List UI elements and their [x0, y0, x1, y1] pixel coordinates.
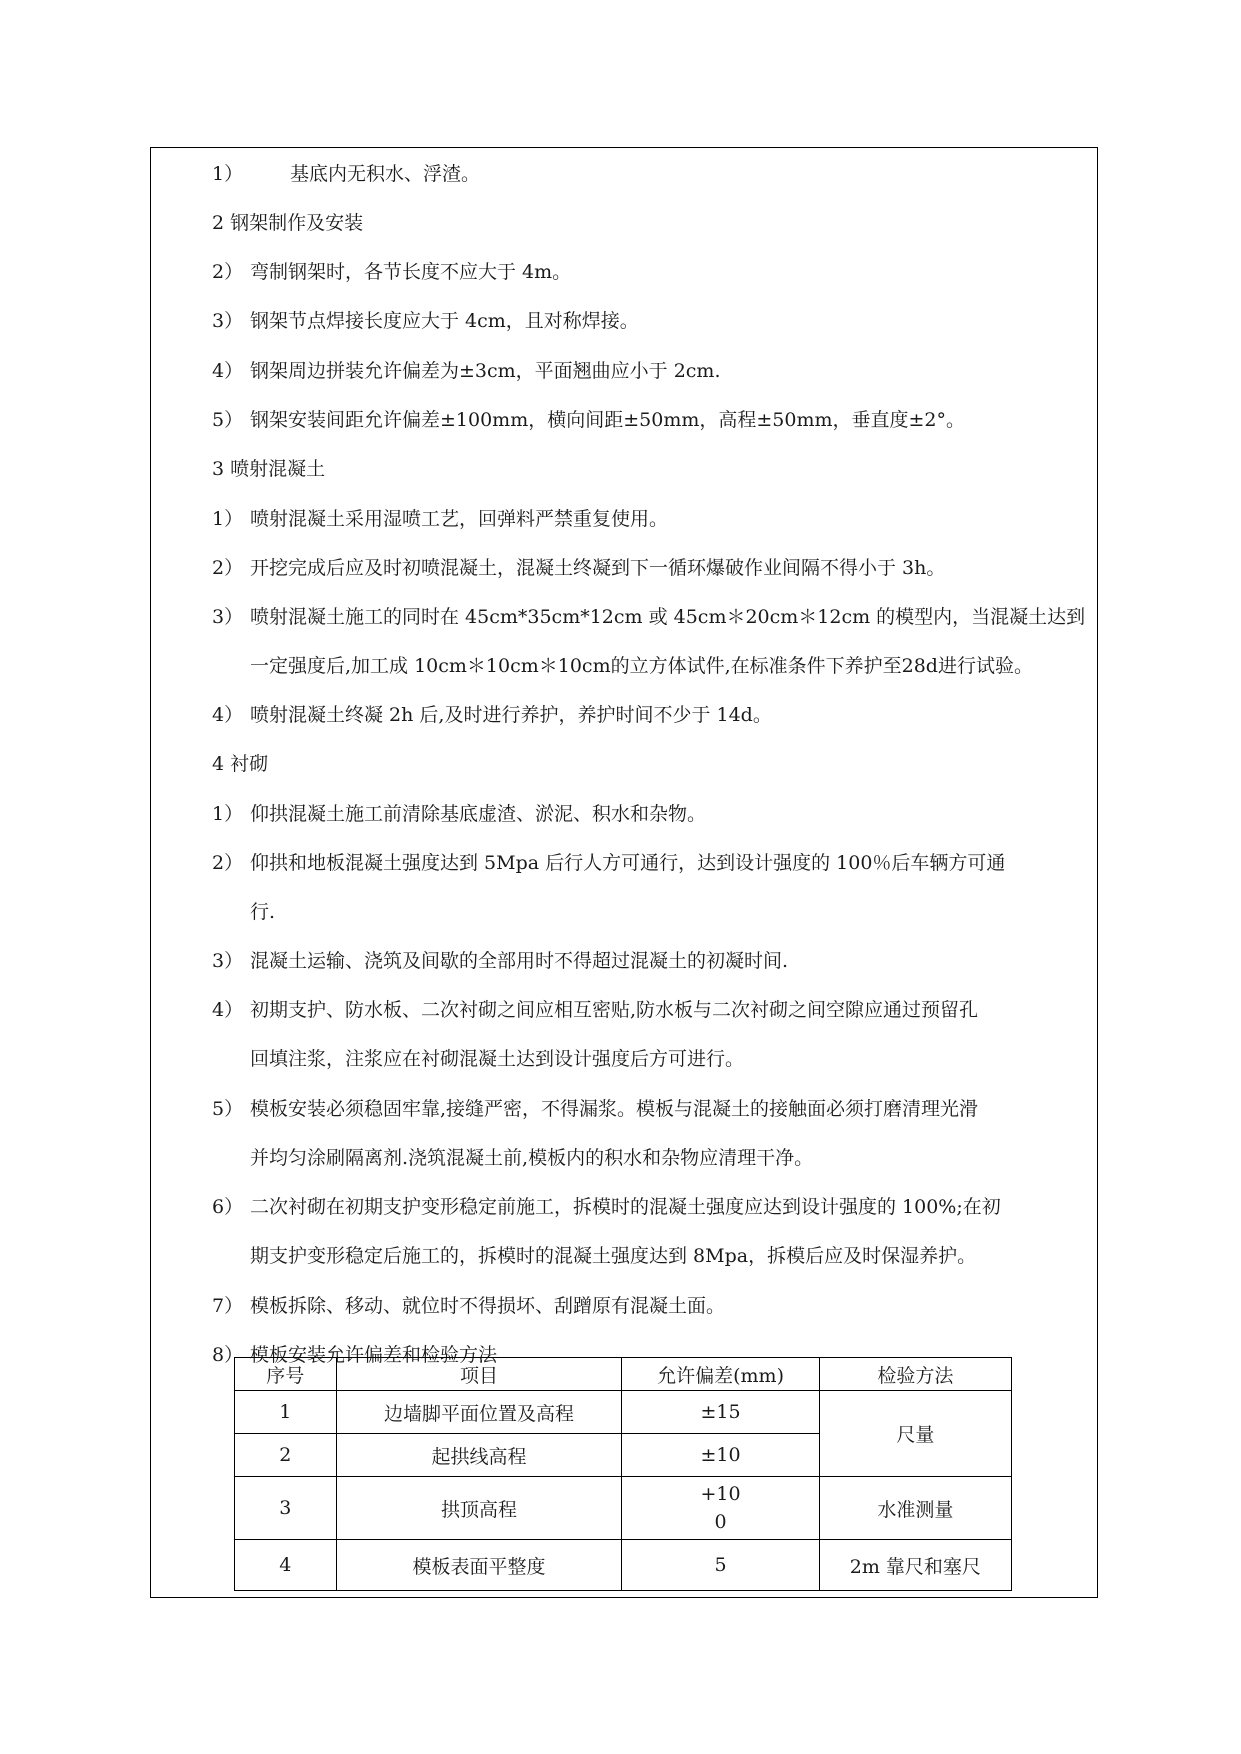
table-row — [235, 1477, 1012, 1540]
cell-item: 拱顶高程 — [336, 1477, 622, 1540]
table-row — [235, 1540, 1012, 1591]
item-number: 2） — [212, 557, 244, 579]
line-text: 弯制钢架时，各节长度不应大于 4m。 — [250, 261, 572, 283]
line-text: 仰拱混凝土施工前清除基底虚渣、淤泥、积水和杂物。 — [250, 803, 707, 825]
line-text: 钢架节点焊接长度应大于 4cm，且对称焊接。 — [250, 310, 639, 332]
cell-item: 边墙脚平面位置及高程 — [336, 1391, 622, 1434]
line-text: 一定强度后,加工成 10cm＊10cm＊10cm的立方体试件,在标准条件下养护至28d进行试验。 — [250, 655, 1033, 677]
line-text: 期支护变形稳定后施工的，拆模时的混凝土强度达到 8Mpa，拆模后应及时保湿养护。 — [250, 1245, 977, 1267]
cell-tolerance: ±10 — [622, 1434, 819, 1477]
line-text: 二次衬砌在初期支护变形稳定前施工，拆模时的混凝土强度应达到设计强度的 100%;在初 — [250, 1196, 1001, 1218]
header-item: 项目 — [336, 1358, 622, 1391]
cell-method-merged: 尺量 — [819, 1391, 1011, 1477]
header-method: 检验方法 — [819, 1358, 1011, 1391]
item-number: 1） — [212, 163, 244, 185]
line-text: 开挖完成后应及时初喷混凝土，混凝土终凝到下一循环爆破作业间隔不得小于 3h。 — [250, 557, 946, 579]
item-number: 3） — [212, 606, 244, 628]
header-no: 序号 — [235, 1358, 337, 1391]
line-text: 基底内无积水、浮渣。 — [290, 163, 481, 185]
line-text: 3 喷射混凝土 — [212, 458, 326, 480]
item-number: 4） — [212, 704, 244, 726]
cell-item: 起拱线高程 — [336, 1434, 622, 1477]
cell-no: 2 — [235, 1434, 337, 1477]
cell-method: 水准测量 — [819, 1477, 1011, 1540]
cell-tolerance — [622, 1477, 819, 1540]
line-text: 模板安装必须稳固牢靠,接缝严密，不得漏浆。模板与混凝土的接触面必须打磨清理光滑 — [250, 1098, 979, 1120]
line-text: 钢架安装间距允许偏差±100mm，横向间距±50mm，高程±50mm，垂直度±2°。 — [250, 409, 965, 431]
item-number: 4） — [212, 999, 244, 1021]
item-number: 3） — [212, 950, 244, 972]
cell-no: 4 — [235, 1540, 337, 1591]
cell-method: 2m 靠尺和塞尺 — [819, 1540, 1011, 1591]
item-number: 6） — [212, 1196, 244, 1218]
line-text: 钢架周边拼装允许偏差为±3cm，平面翘曲应小于 2cm. — [250, 360, 721, 382]
header-tolerance: 允许偏差(mm) — [622, 1358, 819, 1391]
item-number: 2） — [212, 852, 244, 874]
item-number: 1） — [212, 508, 244, 530]
tolerance-upper: +10 — [700, 1483, 741, 1505]
line-text: 行. — [250, 901, 276, 923]
item-number: 1） — [212, 803, 244, 825]
line-text: 2 钢架制作及安装 — [212, 212, 364, 234]
item-number: 2） — [212, 261, 244, 283]
item-number: 5） — [212, 1098, 244, 1120]
item-number: 8） — [212, 1344, 244, 1366]
cell-item: 模板表面平整度 — [336, 1540, 622, 1591]
line-text: 混凝土运输、浇筑及间歇的全部用时不得超过混凝土的初凝时间. — [250, 950, 789, 972]
line-text: 模板安装允许偏差和检验方法 — [250, 1344, 498, 1366]
cell-no: 3 — [235, 1477, 337, 1540]
line-text: 4 衬砌 — [212, 753, 269, 775]
line-text: 喷射混凝土终凝 2h 后,及时进行养护，养护时间不少于 14d。 — [250, 704, 772, 726]
line-text: 初期支护、防水板、二次衬砌之间应相互密贴,防水板与二次衬砌之间空隙应通过预留孔 — [250, 999, 979, 1021]
item-number: 7） — [212, 1295, 244, 1317]
tolerance-lower: 0 — [714, 1511, 727, 1533]
line-text: 模板拆除、移动、就位时不得损坏、刮蹭原有混凝土面。 — [250, 1295, 726, 1317]
line-text: 仰拱和地板混凝土强度达到 5Mpa 后行人方可通行，达到设计强度的 100％后车辆方可通 — [250, 852, 1006, 874]
tolerance-table — [234, 1357, 1012, 1591]
cell-tolerance: 5 — [622, 1540, 819, 1591]
item-number: 5） — [212, 409, 244, 431]
item-number: 4） — [212, 360, 244, 382]
table-row — [235, 1391, 1012, 1434]
line-text: 喷射混凝土施工的同时在 45cm*35cm*12cm 或 45cm＊20cm＊12cm 的模型内，当混凝土达到 — [250, 606, 1086, 628]
line-text: 喷射混凝土采用湿喷工艺，回弹料严禁重复使用。 — [250, 508, 669, 530]
cell-tolerance: ±15 — [622, 1391, 819, 1434]
line-text: 回填注浆，注浆应在衬砌混凝土达到设计强度后方可进行。 — [250, 1048, 745, 1070]
item-number: 3） — [212, 310, 244, 332]
cell-no: 1 — [235, 1391, 337, 1434]
line-text: 并均匀涂刷隔离剂.浇筑混凝土前,模板内的积水和杂物应清理干净。 — [250, 1147, 814, 1169]
table-header-row — [235, 1358, 1012, 1391]
